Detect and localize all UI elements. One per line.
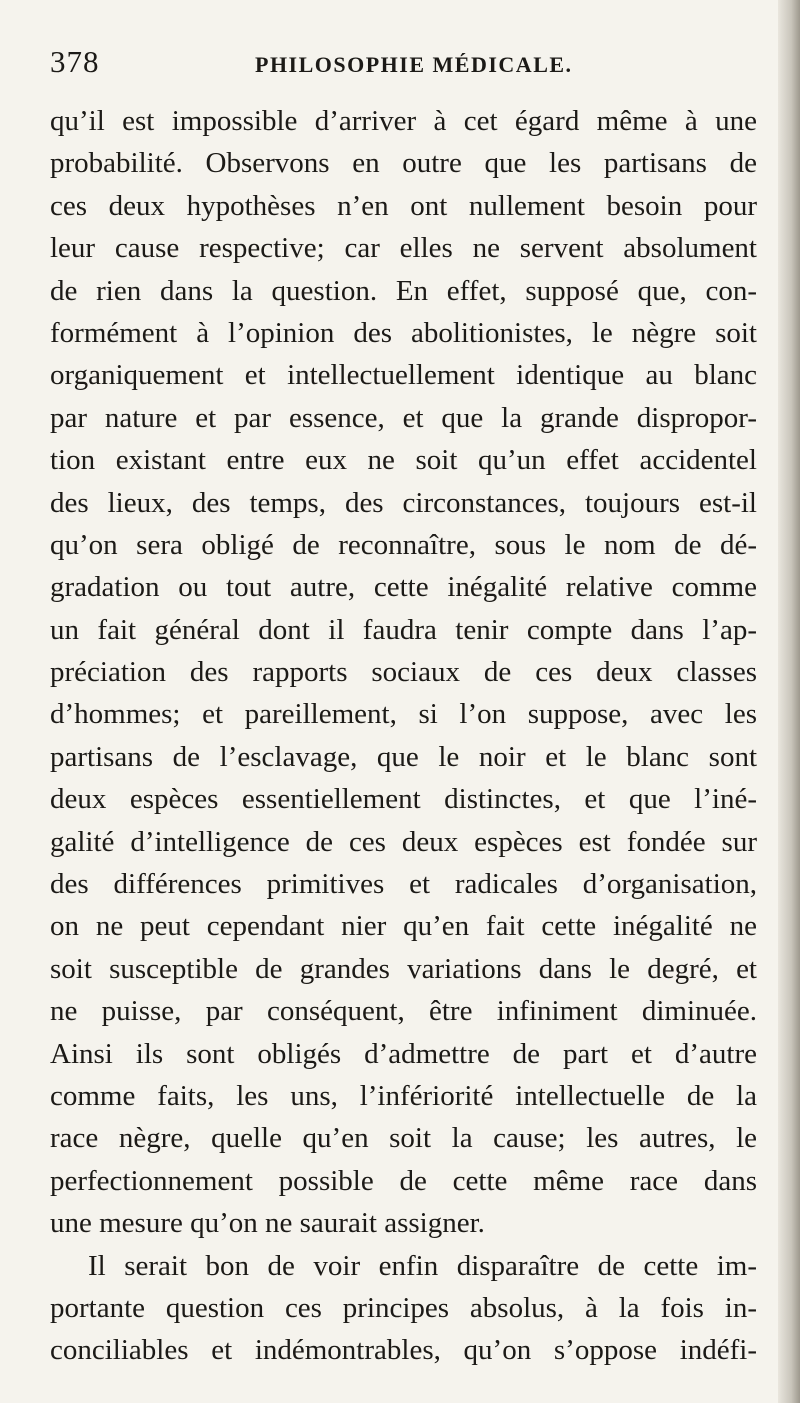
text-line: portante question ces principes absolus, à la fois in- [50, 1291, 757, 1324]
paragraph-2 [50, 1245, 757, 1372]
text-line: tion existant entre eux ne soit qu’un effet accidentel [50, 444, 757, 477]
text-line: par nature et par essence, et que la grande dispropor- [50, 401, 757, 434]
text-line: galité d’intelligence de ces deux espèces est fondée sur [50, 825, 757, 858]
text-line: perfectionnement possible de cette même race dans [50, 1164, 757, 1197]
text-line: préciation des rapports sociaux de ces deux classes [50, 656, 757, 689]
text-line: qu’on sera obligé de reconnaître, sous le nom de dé- [50, 528, 757, 561]
running-head: PHILOSOPHIE MÉDICALE. [255, 52, 573, 77]
text-line: organiquement et intellectuellement identique au blanc [50, 359, 757, 392]
paragraph-1 [50, 100, 757, 1245]
text-line: Ainsi ils sont obligés d’admettre de part et d’autre [50, 1037, 757, 1070]
text-line: gradation ou tout autre, cette inégalité relative comme [50, 571, 757, 604]
text-line: des lieux, des temps, des circonstances, toujours est-il [50, 486, 757, 519]
text-line: on ne peut cependant nier qu’en fait cette inégalité ne [50, 910, 757, 943]
text-line: d’hommes; et pareillement, si l’on suppose, avec les [50, 698, 757, 731]
text-line: ne puisse, par conséquent, être infiniment diminuée. [50, 995, 757, 1028]
page-number: 378 [50, 44, 100, 79]
text-line: un fait général dont il faudra tenir compte dans l’ap- [50, 613, 757, 646]
text-line: des différences primitives et radicales d’organisation, [50, 868, 757, 901]
text-line: conciliables et indémontrables, qu’on s’oppose indéfi- [50, 1334, 757, 1367]
page-header [50, 44, 750, 84]
text-line: formément à l’opinion des abolitionistes, le nègre soit [50, 316, 757, 349]
page-edge-shadow [778, 0, 800, 1403]
text-line: deux espèces essentiellement distinctes, et que l’iné- [50, 783, 757, 816]
text-line: ces deux hypothèses n’en ont nullement besoin pour [50, 189, 757, 222]
body-text [50, 100, 757, 1372]
text-line: qu’il est impossible d’arriver à cet égard même à une [50, 105, 757, 137]
text-line: soit susceptible de grandes variations dans le degré, et [50, 952, 757, 985]
text-line: race nègre, quelle qu’en soit la cause; les autres, le [50, 1122, 757, 1155]
text-line: Il serait bon de voir enfin disparaître de cette im- [88, 1249, 757, 1282]
text-line: une mesure qu’on ne saurait assigner. [50, 1207, 485, 1240]
text-line: partisans de l’esclavage, que le noir et le blanc sont [50, 740, 757, 773]
text-line: de rien dans la question. En effet, supposé que, con- [50, 274, 757, 307]
text-line: leur cause respective; car elles ne servent absolument [50, 232, 757, 265]
text-line: probabilité. Observons en outre que les partisans de [50, 147, 757, 180]
text-line: comme faits, les uns, l’infériorité intellectuelle de la [50, 1079, 757, 1112]
